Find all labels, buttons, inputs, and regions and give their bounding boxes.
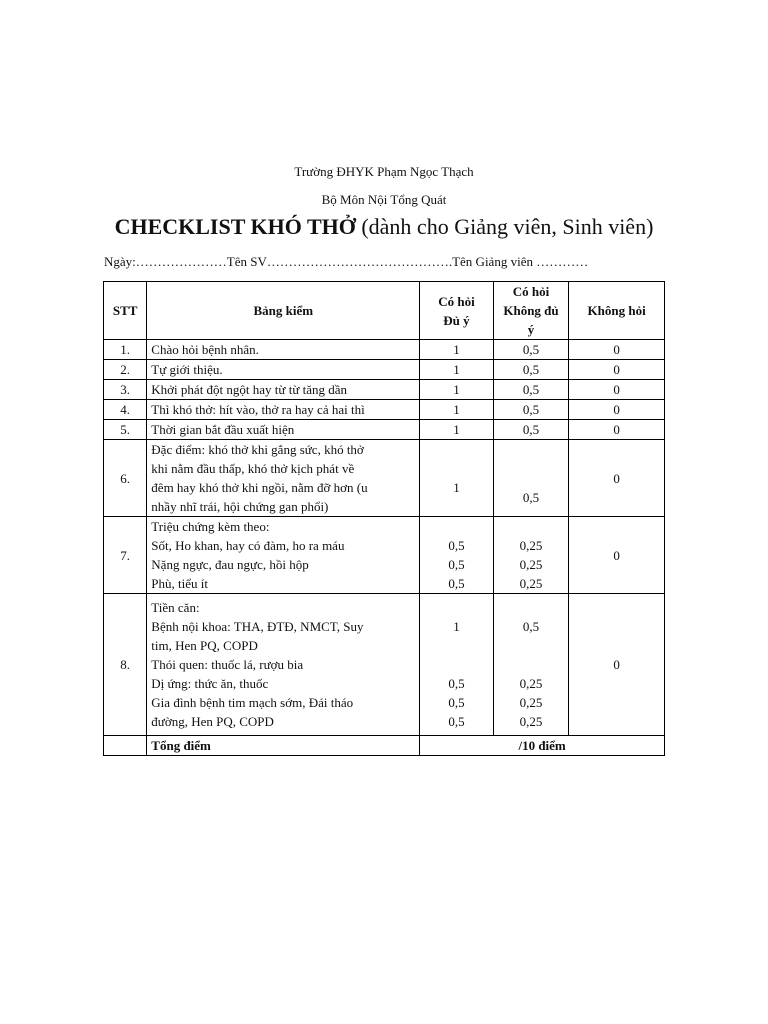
row-stt: 8.	[104, 594, 147, 736]
row-score-b	[493, 594, 569, 736]
row-score-a: 1	[420, 340, 494, 360]
score-value: 0,25	[519, 538, 543, 553]
row-score-a: 1	[420, 400, 494, 420]
row-score-c: 0	[569, 594, 665, 736]
row-item-line: Đặc điểm: khó thở khi gắng sức, khó thở	[151, 442, 364, 457]
total-row	[104, 736, 665, 756]
page-title	[0, 214, 768, 240]
row-score-a: 1	[420, 420, 494, 440]
row-stt: 6.	[104, 440, 147, 517]
row-score-b: 0,5	[493, 420, 569, 440]
row-score-b: 0,5	[493, 380, 569, 400]
row-score-b	[493, 440, 569, 517]
row-item-line: Phù, tiểu ít	[151, 576, 208, 591]
row-item-line: đường, Hen PQ, COPD	[151, 714, 274, 729]
score-value: 0,5	[522, 489, 540, 505]
row-score-a	[420, 440, 494, 517]
title-sub: (dành cho Giảng viên, Sinh viên)	[355, 214, 654, 239]
row-item	[147, 440, 420, 517]
score-value: 0,5	[448, 557, 465, 572]
header-col-b	[493, 282, 569, 340]
row-score-c: 0	[569, 440, 665, 517]
header-col-a	[420, 282, 494, 340]
row-score-a	[420, 517, 494, 594]
score-value: 0,25	[519, 576, 543, 591]
header-col-a-line1: Có hỏi	[438, 293, 475, 309]
table-row	[104, 380, 665, 400]
row-item-line: Triệu chứng kèm theo:	[151, 519, 270, 534]
row-item-line: khi nằm đầu thấp, khó thở kịch phát về	[151, 461, 355, 476]
table-row	[104, 440, 665, 517]
row-stt: 4.	[104, 400, 147, 420]
row-item-line: nhầy nhĩ trái, hội chứng gan phổi)	[151, 499, 329, 514]
row-item-line: Sốt, Ho khan, hay có đàm, ho ra máu	[151, 538, 345, 553]
total-label: Tổng điểm	[147, 736, 420, 756]
row-score-b	[493, 517, 569, 594]
table-header-row	[104, 282, 665, 340]
table-row	[104, 420, 665, 440]
row-score-c: 0	[569, 340, 665, 360]
header-col-b-line1: Có hỏi	[512, 284, 550, 299]
row-item-line: Thói quen: thuốc lá, rượu bia	[151, 657, 304, 672]
table-row	[104, 360, 665, 380]
school-name: Trường ĐHYK Phạm Ngọc Thạch	[294, 164, 474, 179]
header-col-a-line2: Đủ ý	[443, 312, 470, 328]
row-item-line: đêm hay khó thở khi ngồi, nằm đỡ hơn (u	[151, 480, 368, 495]
row-item-line: Gia đình bệnh tim mạch sớm, Đái tháo	[151, 695, 354, 710]
score-value: 0,25	[519, 557, 543, 572]
table-row	[104, 594, 665, 736]
row-stt: 5.	[104, 420, 147, 440]
row-stt: 2.	[104, 360, 147, 380]
score-value: 0,25	[519, 714, 543, 729]
score-value: 0,5	[448, 676, 465, 691]
table-row	[104, 517, 665, 594]
row-score-c: 0	[569, 400, 665, 420]
score-value: 0,5	[522, 619, 540, 634]
header-col-b-line3: ý	[527, 322, 535, 337]
row-item: Thời gian bắt đầu xuất hiện	[147, 420, 420, 440]
header-col-b-line2: Không đủ	[503, 303, 559, 318]
score-value: 0,25	[519, 676, 543, 691]
header-stt: STT	[104, 282, 147, 340]
row-item	[147, 594, 420, 736]
row-item	[147, 517, 420, 594]
total-stt-cell	[104, 736, 147, 756]
row-score-c: 0	[569, 420, 665, 440]
row-score-c: 0	[569, 517, 665, 594]
row-score-c: 0	[569, 360, 665, 380]
row-item: Khởi phát đột ngột hay từ từ tăng dần	[147, 380, 420, 400]
score-value: 1	[453, 480, 460, 495]
header-item: Bảng kiểm	[147, 282, 420, 340]
info-line: Ngày:…………………Tên SV…………………………………….Tên Giảng viên …………	[104, 254, 589, 269]
row-item-line: Nặng ngực, đau ngực, hồi hộp	[151, 557, 309, 572]
checklist-table	[103, 281, 665, 756]
row-stt: 7.	[104, 517, 147, 594]
score-value: 0,5	[448, 714, 465, 729]
row-item-line: Dị ứng: thức ăn, thuốc	[151, 676, 269, 691]
table-row	[104, 400, 665, 420]
header-col-c: Không hỏi	[569, 282, 665, 340]
table-row	[104, 340, 665, 360]
score-value: 0,5	[448, 576, 465, 591]
row-item: Chào hỏi bệnh nhân.	[147, 340, 420, 360]
row-item-line: Tiền căn:	[151, 600, 200, 615]
score-value: 1	[453, 619, 460, 634]
department-name: Bộ Môn Nội Tổng Quát	[321, 192, 447, 207]
row-stt: 3.	[104, 380, 147, 400]
row-score-a: 1	[420, 380, 494, 400]
total-value: /10 điểm	[420, 736, 665, 756]
score-value: 0,5	[448, 538, 465, 553]
row-score-b: 0,5	[493, 340, 569, 360]
row-item: Tự giới thiệu.	[147, 360, 420, 380]
row-stt: 1.	[104, 340, 147, 360]
row-score-c: 0	[569, 380, 665, 400]
score-value: 0,5	[448, 695, 465, 710]
row-score-a: 1	[420, 360, 494, 380]
title-main: CHECKLIST KHÓ THỞ	[114, 214, 356, 239]
score-value: 0,25	[519, 695, 543, 710]
row-item-line: tim, Hen PQ, COPD	[151, 638, 258, 653]
row-score-b: 0,5	[493, 400, 569, 420]
row-item-line: Bệnh nội khoa: THA, ĐTĐ, NMCT, Suy	[151, 619, 364, 634]
row-score-b: 0,5	[493, 360, 569, 380]
row-score-a	[420, 594, 494, 736]
row-item: Thì khó thở: hít vào, thở ra hay cả hai thì	[147, 400, 420, 420]
